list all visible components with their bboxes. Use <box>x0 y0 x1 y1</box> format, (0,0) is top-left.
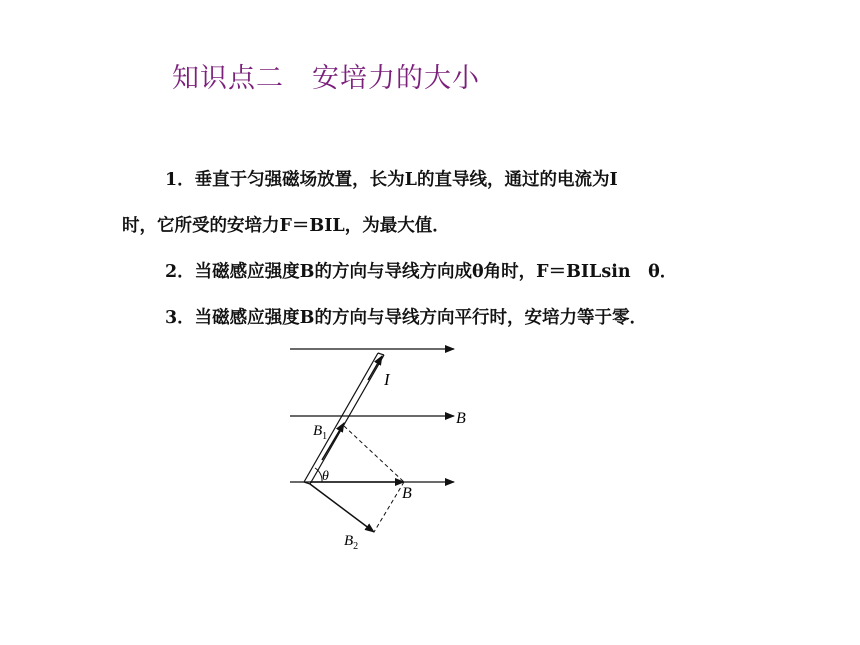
section-title: 知识点二 安培力的大小 <box>172 63 480 94</box>
label-theta: θ <box>322 469 329 484</box>
dashed-line-b-to-b2 <box>374 482 404 532</box>
point-2: 2．当磁感应强度B的方向与导线方向成θ角时，F＝BILsin θ． <box>165 262 678 282</box>
label-b-decomposed: B <box>402 485 412 502</box>
label-b2: $B_2$ <box>344 533 359 552</box>
point-3: 3．当磁感应强度B的方向与导线方向平行时，安培力等于零． <box>165 308 647 328</box>
point-1-line-1: 1．垂直于匀强磁场放置，长为L的直导线，通过的电流为I <box>165 170 618 190</box>
b2-component-arrow <box>310 484 374 532</box>
conductor-wire-top <box>378 353 384 355</box>
dashed-line-b1-to-b <box>344 426 404 482</box>
label-b1: $B_1$ <box>313 423 328 442</box>
label-field-b: B <box>456 410 466 427</box>
conductor-wire-edge-left <box>304 353 378 482</box>
point-1-line-2: 时，它所受的安培力F＝BIL，为最大值． <box>122 216 450 236</box>
current-arrow <box>368 356 382 380</box>
label-current-i: I <box>384 370 390 389</box>
conductor-wire-edge-right <box>310 355 384 484</box>
